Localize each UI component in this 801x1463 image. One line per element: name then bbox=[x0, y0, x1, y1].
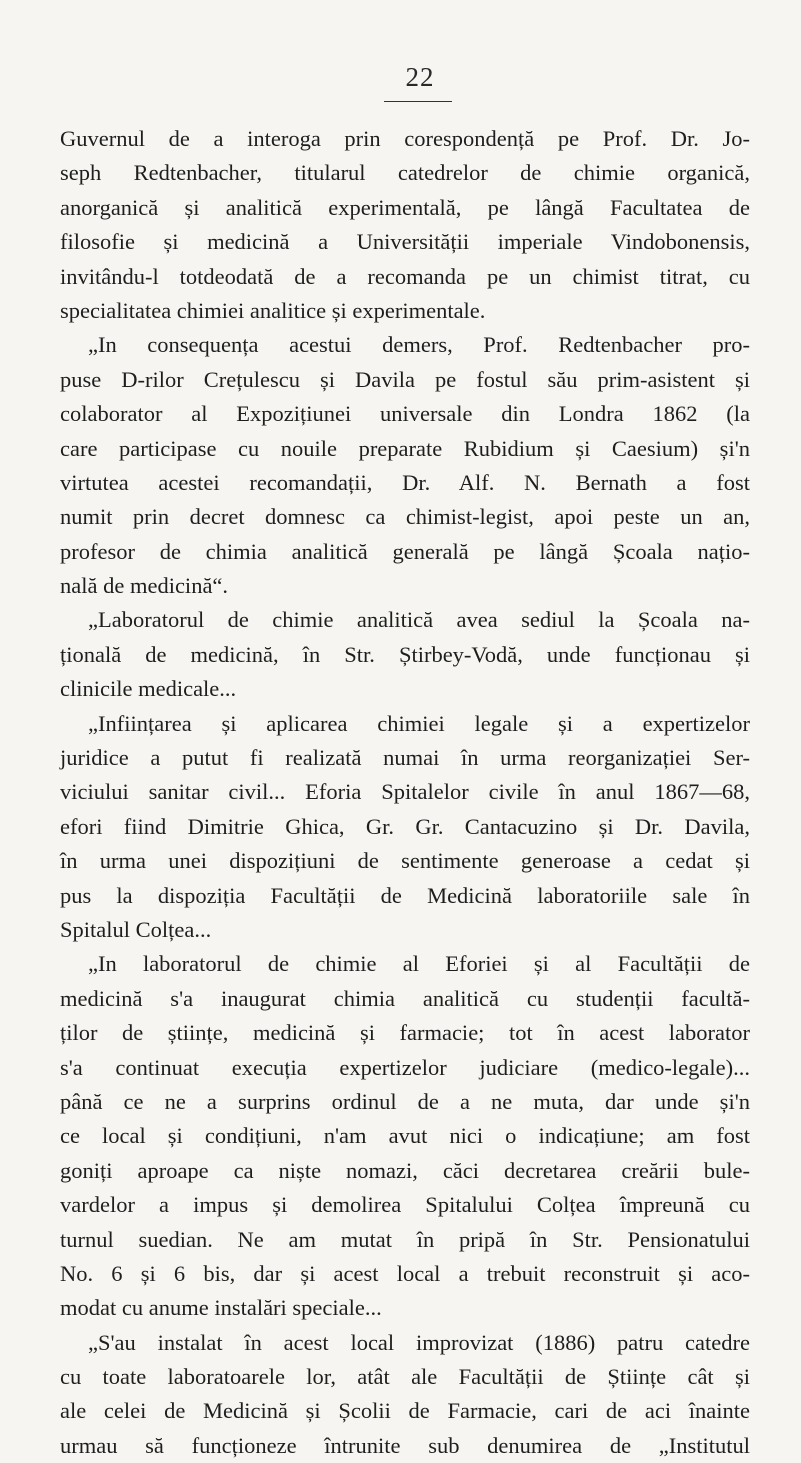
text-line: colaborator al Expozițiunei universale din Londra 1862 (la bbox=[60, 401, 750, 427]
text-line: cu toate laboratoarele lor, atât ale Facultății de Științe cât și bbox=[60, 1364, 750, 1390]
paragraph bbox=[60, 603, 750, 706]
text-line: turnul suedian. Ne am mutat în pripă în Str. Pensionatului bbox=[60, 1226, 750, 1252]
paragraph bbox=[60, 328, 750, 603]
text-line: medicină s'a inaugurat chimia analitică cu studenții facultă- bbox=[60, 985, 750, 1011]
paragraph bbox=[60, 947, 750, 1325]
text-line: filosofie și medicină a Universității imperiale Vindobonensis, bbox=[60, 229, 750, 255]
text-line: invitându-l totdeodată de a recomanda pe un chimist titrat, cu bbox=[60, 263, 750, 289]
text-line: s'a continuat execuția expertizelor judiciare (medico-legale)... bbox=[60, 1054, 750, 1080]
text-line: țională de medicină, în Str. Știrbey-Vodă, unde funcționau și bbox=[60, 641, 750, 667]
text-line: viciului sanitar civil... Eforia Spitalelor civile în anul 1867—68, bbox=[60, 779, 750, 805]
text-line: puse D-rilor Crețulescu și Davila pe fostul său prim-asistent și bbox=[60, 366, 750, 392]
text-line: clinicile medicale... bbox=[60, 676, 237, 702]
text-line: modat cu anume instalări speciale... bbox=[60, 1295, 382, 1321]
text-line: numit prin decret domnesc ca chimist-legist, apoi peste un an, bbox=[60, 504, 750, 530]
text-line: virtutea acestei recomandații, Dr. Alf. N. Bernath a fost bbox=[60, 469, 750, 495]
text-line: „Laboratorul de chimie analitică avea sediul la Școala na- bbox=[88, 607, 750, 633]
text-line: care participase cu nouile preparate Rubidium și Caesium) și'n bbox=[60, 435, 750, 461]
page-number: 22 bbox=[405, 62, 435, 92]
text-line: goniți aproape ca niște nomazi, căci decretarea creării bule- bbox=[60, 1157, 750, 1183]
text-line: ce local și condițiuni, n'am avut nici o indicațiune; am fost bbox=[60, 1123, 750, 1149]
text-line: pus la dispoziția Facultății de Medicină laboratoriile sale în bbox=[60, 882, 750, 908]
text-line: vardelor a impus și demolirea Spitalului Colțea împreună cu bbox=[60, 1192, 750, 1218]
paragraph bbox=[60, 122, 750, 328]
text-line: „In laboratorul de chimie al Eforiei și al Facultății de bbox=[88, 951, 750, 977]
page-number-rule bbox=[384, 101, 452, 102]
text-line: nală de medicină“. bbox=[60, 573, 229, 599]
text-line: „Inființarea și aplicarea chimiei legale și a expertizelor bbox=[88, 710, 750, 736]
text-line: Guvernul de a interoga prin corespondență pe Prof. Dr. Jo- bbox=[60, 126, 750, 151]
text-line: urmau să funcționeze întrunite sub denumirea de „Institutul bbox=[60, 1432, 750, 1458]
text-line: până ce ne a surprins ordinul de a ne muta, dar unde și'n bbox=[60, 1088, 750, 1114]
text-line: seph Redtenbacher, titularul catedrelor de chimie organică, bbox=[60, 160, 750, 186]
paragraph bbox=[60, 707, 750, 948]
text-line: ților de științe, medicină și farmacie; tot în acest laborator bbox=[60, 1020, 750, 1046]
body-text bbox=[60, 122, 750, 1463]
text-line: No. 6 și 6 bis, dar și acest local a trebuit reconstruit și aco- bbox=[60, 1260, 750, 1286]
text-line: anorganică și analitică experimentală, pe lângă Facultatea de bbox=[60, 194, 750, 220]
text-line: juridice a putut fi realizată numai în urma reorganizației Ser- bbox=[60, 745, 750, 771]
text-line: Spitalul Colțea... bbox=[60, 916, 212, 942]
text-line: în urma unei dispozițiuni de sentimente generoase a cedat și bbox=[60, 848, 750, 874]
text-line: „S'au instalat în acest local improvizat (1886) patru catedre bbox=[88, 1329, 750, 1355]
text-line: „In consequența acestui demers, Prof. Redtenbacher pro- bbox=[88, 332, 750, 358]
text-line: efori fiind Dimitrie Ghica, Gr. Gr. Cantacuzino și Dr. Davila, bbox=[60, 813, 750, 839]
paragraph bbox=[60, 1326, 750, 1463]
text-line: profesor de chimia analitică generală pe lângă Școala națio- bbox=[60, 538, 750, 564]
text-line: ale celei de Medicină și Școlii de Farmacie, cari de aci înainte bbox=[60, 1398, 750, 1424]
text-line: specialitatea chimiei analitice și experimentale. bbox=[60, 297, 486, 323]
